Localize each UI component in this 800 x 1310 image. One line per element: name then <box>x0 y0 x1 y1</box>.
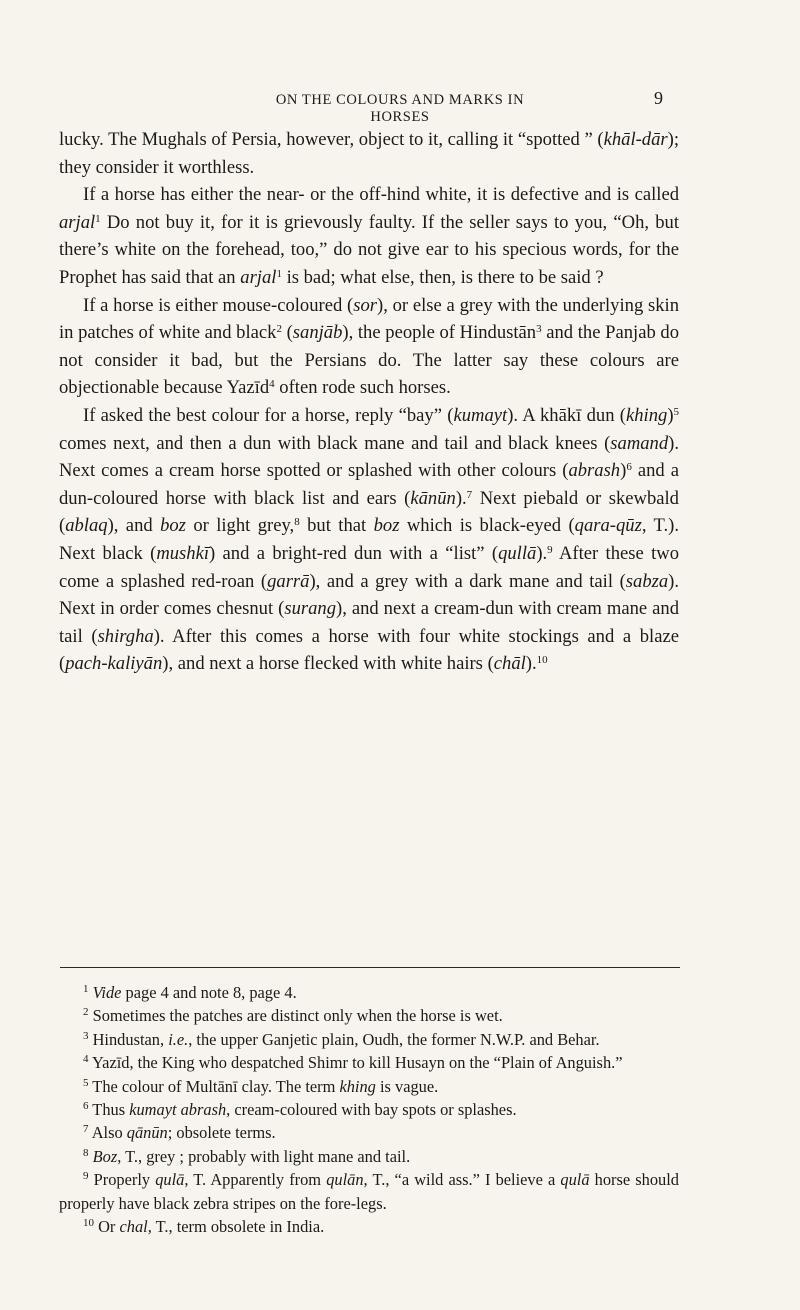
footnote-marker: 2 <box>276 323 282 336</box>
text-run: Do not buy it, for it is grievously faulty. If the seller says to you, “Oh, but there’s white on the forehead, too,” do not give ear to his specious words, for the Prophet has said that an <box>59 211 679 288</box>
italic-term: kānūn <box>410 487 456 509</box>
footnote-marker: 4 <box>269 378 275 391</box>
italic-term: Vide <box>92 983 122 1002</box>
footnote-marker: 8 <box>83 1146 89 1159</box>
text-run: ) <box>667 404 674 426</box>
italic-term: qānūn <box>126 1123 168 1143</box>
text-run: ), and next a cream-dun with cream mane and tail ( <box>59 598 680 647</box>
footnote-marker: 10 <box>83 1217 94 1230</box>
footnote <box>59 1168 679 1215</box>
text-run: Or <box>94 1217 120 1237</box>
text-run: ) <box>620 460 627 482</box>
italic-term: qulān <box>326 1170 364 1190</box>
footnote-marker: 1 <box>83 983 89 995</box>
text-run: comes next, and then a dun with black mane and tail and black knees ( <box>59 432 611 454</box>
text-run: If a horse has either the near- or the off-hind white, it is defective and is called <box>83 184 679 206</box>
text-run: Hindustan, <box>88 1029 169 1049</box>
text-run: ), and <box>107 515 161 537</box>
paragraph <box>59 292 679 402</box>
footnote-marker: 3 <box>83 1029 89 1042</box>
text-run: , T., grey ; probably with light mane and tail. <box>117 1146 411 1166</box>
text-run: ). After this comes a horse with four white stockings and a blaze ( <box>59 625 679 675</box>
text-run: After these two come a splashed red-roan ( <box>59 542 680 592</box>
page-number: 9 <box>654 88 663 108</box>
footnote-marker: 6 <box>83 1100 89 1113</box>
text-run: ), and next a horse flecked with white hairs ( <box>162 653 494 675</box>
text-run: is bad; what else, then, is there to be said ? <box>281 266 604 288</box>
footnote-marker: 5 <box>83 1076 89 1089</box>
footnote <box>59 1145 679 1168</box>
footnote <box>59 981 679 1004</box>
paragraph <box>59 126 679 181</box>
paragraph <box>59 181 679 291</box>
footnote-marker: 1 <box>95 212 101 225</box>
text-run: ), the people of Hindustān <box>342 322 537 344</box>
italic-term: qulā <box>155 1170 185 1190</box>
text-run: ). Next comes a cream horse spotted or splashed with other colours ( <box>59 432 679 482</box>
running-head: ON THE COLOURS AND MARKS IN HORSES <box>275 92 525 125</box>
footnote <box>59 1098 679 1121</box>
footnote-marker: 9 <box>83 1170 89 1183</box>
italic-term: sor <box>353 294 378 316</box>
italic-term: boz <box>373 515 400 537</box>
italic-term: pach-kaliyān <box>65 653 163 675</box>
footnote-marker: 8 <box>294 516 300 529</box>
text-run: but that <box>299 515 374 537</box>
italic-term: chāl <box>493 653 526 675</box>
text-run: ). A khākī dun ( <box>507 404 626 426</box>
italic-term: khing <box>339 1076 376 1096</box>
text-run: and a dun-coloured horse with black list and ears ( <box>59 460 679 509</box>
italic-term: kumayt abrash <box>129 1100 227 1120</box>
text-run: is vague. <box>375 1076 439 1096</box>
text-run: lucky. The Mughals of Persia, however, object to it, calling it “spotted ” ( <box>59 129 604 150</box>
italic-term: qulā <box>560 1170 590 1190</box>
italic-term: garrā <box>267 570 310 592</box>
text-run: Properly <box>88 1170 156 1190</box>
text-run: ) and a bright-red dun with a “list” ( <box>209 542 499 564</box>
italic-term: shirgha <box>97 625 154 647</box>
italic-term: sanjāb <box>292 322 343 344</box>
text-run: , the upper Ganjetic plain, Oudh, the former N.W.P. and Behar. <box>188 1029 600 1049</box>
text-run: which is black-eyed ( <box>399 515 575 537</box>
footnote-divider <box>60 967 680 968</box>
italic-term: sabza <box>625 570 669 592</box>
footnote <box>59 1004 679 1027</box>
text-run: Thus <box>88 1100 130 1120</box>
text-run: , T.). Next black ( <box>59 515 680 564</box>
footnote-marker: 2 <box>83 1006 89 1019</box>
footnote-marker: 7 <box>466 488 473 501</box>
text-run: page 4 and note 8, page 4. <box>121 983 297 1002</box>
italic-term: qara-qūz <box>574 515 642 537</box>
italic-term: kumayt <box>453 404 508 426</box>
footnote <box>59 1051 679 1074</box>
text-run: , cream-coloured with bay spots or splashes. <box>226 1100 517 1120</box>
text-run: ), or else a grey with the underlying skin in patches of white and black <box>59 294 680 344</box>
main-text <box>59 126 679 678</box>
italic-term: mushkī <box>156 542 209 564</box>
footnotes <box>59 981 679 1238</box>
text-run: ; obsolete terms. <box>167 1123 276 1143</box>
footnote-marker: 1 <box>276 267 282 280</box>
footnote <box>59 1215 679 1238</box>
footnote-marker: 9 <box>547 543 553 556</box>
text-run: ( <box>281 322 293 344</box>
italic-term: khing <box>626 404 668 426</box>
text-run: , T., “a wild ass.” I believe a <box>363 1170 561 1190</box>
text-run: If a horse is either mouse-coloured ( <box>83 294 354 316</box>
italic-term: abrash <box>568 460 621 482</box>
italic-term: surang <box>284 598 336 620</box>
text-run: often rode such horses. <box>274 377 451 399</box>
text-run: If asked the best colour for a horse, reply “bay” ( <box>83 404 454 426</box>
text-run: horse should properly have black zebra stripes on the fore-legs. <box>59 1170 679 1213</box>
italic-term: Boz <box>92 1146 118 1166</box>
text-run: Next piebald or skewbald ( <box>59 487 679 537</box>
text-run: ). <box>525 653 537 675</box>
text-run: , T., term obsolete in India. <box>147 1217 325 1237</box>
italic-term: arjal <box>240 266 277 288</box>
footnote <box>59 1121 679 1144</box>
text-run: ). Next in order comes chesnut ( <box>59 570 679 620</box>
italic-term: boz <box>160 515 186 537</box>
text-run: ). <box>455 487 467 509</box>
footnote <box>59 1028 679 1051</box>
text-run: Also <box>88 1123 127 1143</box>
footnote-marker: 7 <box>83 1123 89 1136</box>
text-run: ). <box>536 542 548 564</box>
footnote <box>59 1075 679 1098</box>
italic-term: arjal <box>59 211 96 233</box>
italic-term: ablaq <box>65 515 108 537</box>
paragraph <box>59 402 679 678</box>
footnote-marker: 5 <box>673 405 680 418</box>
text-run: ), and a grey with a dark mane and tail ( <box>309 570 626 592</box>
footnote-marker: 4 <box>83 1053 89 1066</box>
footnote-marker: 10 <box>536 654 548 667</box>
text-run: Yazīd, the King who despatched Shimr to kill Husayn on the “Plain of Anguish.” <box>88 1053 623 1073</box>
italic-term: i.e. <box>168 1029 189 1049</box>
italic-term: chal <box>119 1217 148 1237</box>
italic-term: samand <box>610 432 669 454</box>
italic-term: khāl-dār <box>603 129 668 150</box>
text-run: Sometimes the patches are distinct only when the horse is wet. <box>88 1006 503 1026</box>
italic-term: qullā <box>498 542 537 564</box>
text-run: and the Panjab do not consider it bad, but the Persians do. The latter say these colours are objectionable because Yazīd <box>59 322 680 399</box>
text-run: The colour of Multānī clay. The term <box>88 1076 340 1096</box>
footnote-marker: 3 <box>536 323 542 336</box>
text-run: ); they consider it worthless. <box>59 129 679 178</box>
footnote-marker: 6 <box>626 461 632 474</box>
text-run: , T. Apparently from <box>184 1170 327 1190</box>
text-run: or light grey, <box>185 515 295 537</box>
